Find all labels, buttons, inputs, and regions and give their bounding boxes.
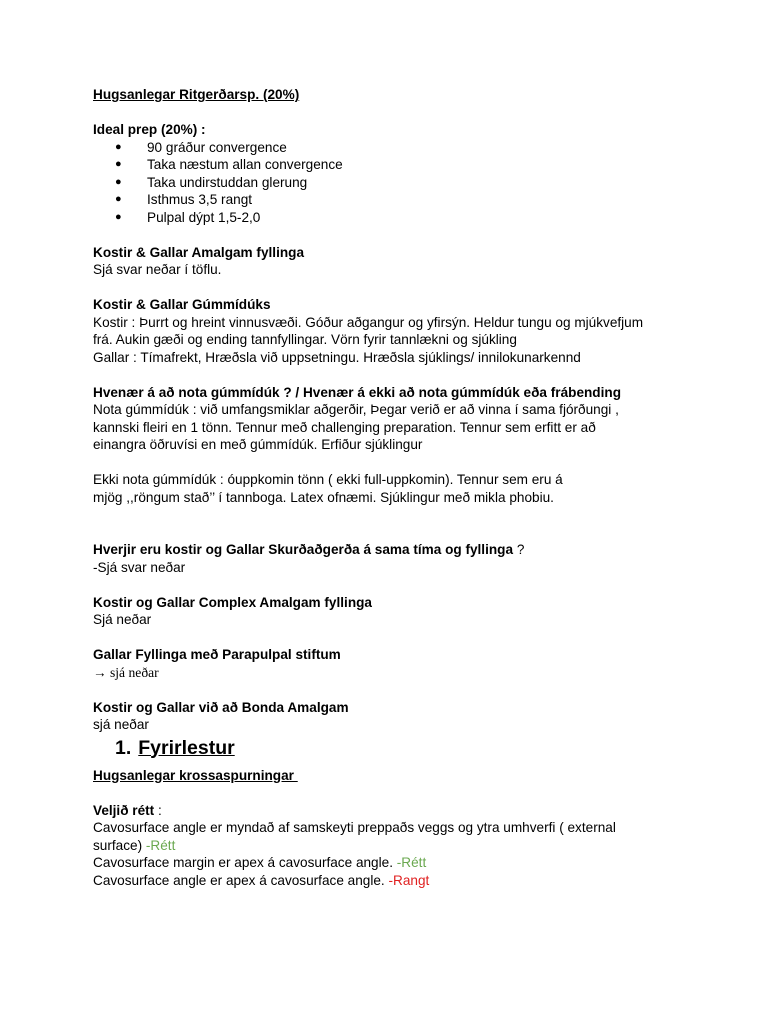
kross-heading: Hugsanlegar krossaspurningar <box>93 767 298 783</box>
list-item: ● 90 gráður convergence <box>115 139 733 157</box>
parapulpal-text: → sjá neðar <box>93 664 159 680</box>
skurd-text: -Sjá svar neðar <box>93 559 186 575</box>
prep-heading: Ideal prep (20%) : <box>93 122 206 137</box>
answer-line: Cavosurface angle er myndað af samskeyti preppaðs veggs og ytra umhverfi ( external <box>93 820 616 835</box>
complex-text: Sjá neðar <box>93 612 152 627</box>
answer-verdict: -Rétt <box>142 837 176 853</box>
ekki-line: mjög ,,röngum stað’’ í tannboga. Latex ofnæmi. Sjúklingur með mikla phobiu. <box>93 489 554 505</box>
answer-verdict: -Rétt <box>392 855 427 870</box>
prep-list <box>93 139 733 227</box>
nota-line: kannski fleiri en 1 tönn. Tennur með challenging preparation. Tennur sem erfitt er að <box>93 419 596 435</box>
gummiduk-line: Kostir : Þurrt og hreint vinnusvæði. Góður aðgangur og yfirsýn. Heldur tungu og mjúkvefjum <box>93 314 644 330</box>
answer-line <box>93 854 733 872</box>
list-item: ● Taka næstum allan convergence <box>115 156 733 174</box>
list-item: ● Taka undirstuddan glerung <box>115 174 733 192</box>
bonda-heading: Kostir og Gallar við að Bonda Amalgam <box>93 699 349 715</box>
list-item: ● Pulpal dýpt 1,5-2,0 <box>115 209 733 227</box>
answer-line <box>93 872 733 890</box>
answer-text: Cavosurface angle er apex á cavosurface angle. <box>93 872 385 888</box>
parapulpal-heading: Gallar Fyllinga með Parapulpal stiftum <box>93 647 341 662</box>
complex-heading: Kostir og Gallar Complex Amalgam fyllinga <box>93 594 372 610</box>
gummiduk-line: Gallar : Tímafrekt, Hræðsla við uppsetningu. Hræðsla sjúklings/ innilokunarkennd <box>93 349 581 365</box>
answer-verdict: -Rangt <box>384 872 430 888</box>
amalgam-heading: Kostir & Gallar Amalgam fyllinga <box>93 244 305 260</box>
skurd-heading: Hverjir eru kostir og Gallar Skurðaðgerða á sama tíma og fyllinga <box>93 542 514 557</box>
bonda-text: sjá neðar <box>93 717 149 732</box>
gummiduk-heading: Kostir & Gallar Gúmmídúks <box>93 297 271 312</box>
gummiduk-line: frá. Aukin gæði og ending tannfyllingar. Vörn fyrir tannlækni og sjúkling <box>93 332 517 347</box>
answer-text: Cavosurface margin er apex á cavosurface angle. <box>93 855 393 870</box>
veljid-heading-line <box>93 802 733 820</box>
document-body <box>93 86 733 889</box>
ekki-line: Ekki nota gúmmídúk : óuppkomin tönn ( ekki full-uppkomin). Tennur sem eru á <box>93 472 563 487</box>
skurd-heading-suffix: ? <box>513 542 525 557</box>
answer-text: surface) <box>93 837 143 853</box>
veljid-heading-suffix: : <box>154 802 162 818</box>
hvenaer-heading: Hvenær á að nota gúmmídúk ? / Hvenær á ekki að nota gúmmídúk eða frábending <box>93 384 621 400</box>
veljid-heading: Veljið rétt <box>93 802 155 818</box>
section-number: 1. <box>115 736 132 759</box>
skurd-heading-line <box>93 541 733 559</box>
amalgam-text: Sjá svar neðar í töflu. <box>93 262 222 277</box>
section-title: Fyrirlestur <box>138 736 235 759</box>
nota-line: Nota gúmmídúk : við umfangsmiklar aðgerðir, Þegar verið er að vinna í sama fjórðungi , <box>93 402 619 417</box>
section-heading <box>93 735 733 761</box>
answer-line <box>93 837 733 855</box>
list-item: ● Isthmus 3,5 rangt <box>115 191 733 209</box>
page-title: Hugsanlegar Ritgerðarsp. (20%) <box>93 87 300 102</box>
nota-line: einangra öðruvísi en með gúmmídúk. Erfiður sjúklingur <box>93 437 423 452</box>
